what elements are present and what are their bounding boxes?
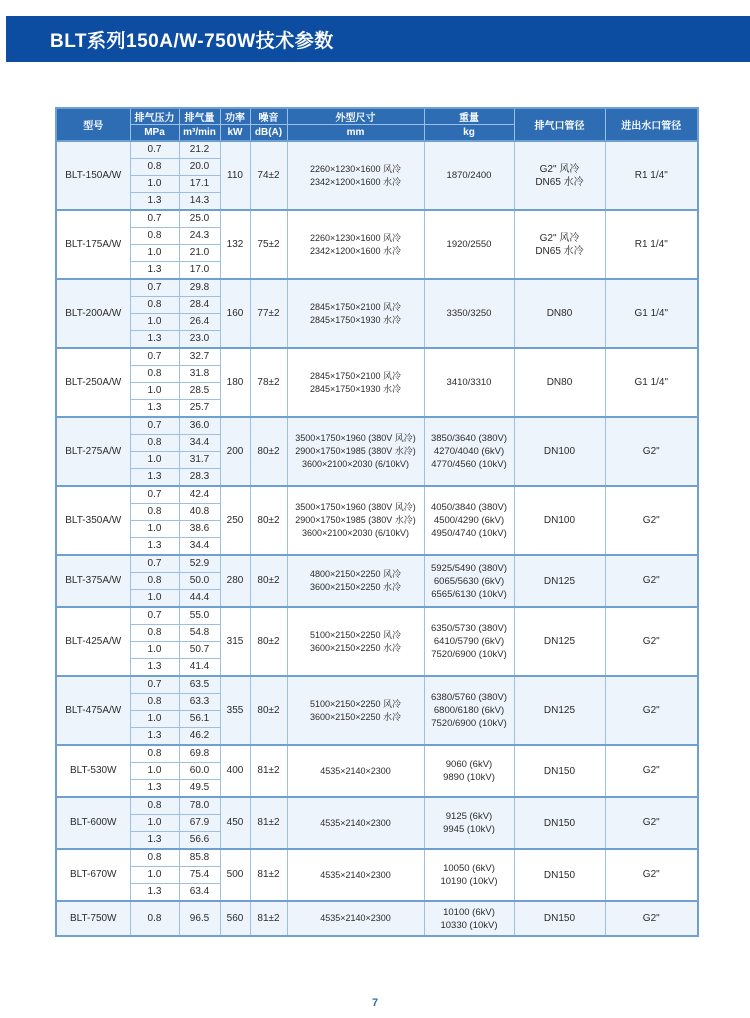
pressure-cell: 1.3 (130, 728, 179, 746)
spec-group-row (56, 676, 698, 694)
weight-cell-line: 10050 (6kV) (443, 863, 495, 874)
pressure-cell: 1.3 (130, 469, 179, 487)
displacement-cell: 67.9 (179, 815, 220, 832)
weight-cell-line: 4950/4740 (10kV) (431, 528, 507, 539)
dimensions-cell-line: 2845×1750×1930 水冷 (309, 314, 402, 325)
pressure-cell: 1.0 (130, 314, 179, 331)
weight-cell (424, 210, 514, 279)
spec-group-row (56, 607, 698, 625)
dimensions-cell-line: 3600×2150×2250 水冷 (309, 711, 402, 722)
spec-group-row (56, 210, 698, 228)
pressure-cell: 1.3 (130, 193, 179, 211)
model-cell: BLT-275A/W (56, 417, 130, 486)
water-port-cell: G2" (605, 555, 698, 607)
dimensions-cell (287, 797, 424, 849)
power-cell: 450 (220, 797, 250, 849)
spec-group-row (56, 279, 698, 297)
weight-cell (424, 555, 514, 607)
water-port-cell: G2" (605, 901, 698, 936)
exhaust-port-cell-line: G2" 风冷 (539, 232, 580, 244)
weight-cell-line: 6410/5790 (6kV) (433, 636, 505, 647)
power-cell: 110 (220, 141, 250, 210)
dimensions-cell (287, 141, 424, 210)
weight-cell (424, 849, 514, 901)
displacement-cell: 63.3 (179, 694, 220, 711)
dimensions-cell (287, 745, 424, 797)
pressure-cell: 0.7 (130, 141, 179, 159)
pressure-cell: 1.0 (130, 763, 179, 780)
model-cell: BLT-150A/W (56, 141, 130, 210)
model-cell: BLT-530W (56, 745, 130, 797)
col-unit-weight: kg (424, 125, 514, 142)
spec-group-row (56, 849, 698, 867)
dimensions-cell-line: 2342×1200×1600 水冷 (309, 176, 402, 187)
col-unit-power: kW (220, 125, 250, 142)
weight-cell-line: 6380/5760 (380V) (430, 692, 508, 703)
pressure-cell: 0.8 (130, 901, 179, 936)
displacement-cell: 56.6 (179, 832, 220, 850)
water-port-cell: R1 1/4" (605, 210, 698, 279)
spec-table-header (56, 108, 698, 141)
weight-cell-line: 1920/2550 (446, 239, 492, 250)
weight-cell-line: 5925/5490 (380V) (430, 562, 508, 574)
weight-cell (424, 279, 514, 348)
power-cell: 132 (220, 210, 250, 279)
noise-cell: 81±2 (250, 849, 287, 901)
weight-cell-line: 9060 (6kV) (445, 759, 493, 770)
spec-table-body (56, 141, 698, 936)
dimensions-cell-line: 4535×2140×2300 (320, 765, 391, 776)
water-port-cell: G2" (605, 849, 698, 901)
weight-cell-line: 9945 (10kV) (443, 824, 495, 835)
weight-cell-line: 7520/6900 (10kV) (431, 649, 507, 660)
displacement-cell: 55.0 (179, 607, 220, 625)
weight-cell-line: 7520/6900 (10kV) (431, 718, 507, 729)
displacement-cell: 29.8 (179, 279, 220, 297)
exhaust-port-cell-line: DN150 (543, 817, 576, 829)
spec-group-row (56, 486, 698, 504)
col-unit-displacement: m³/min (179, 125, 220, 142)
displacement-cell: 28.5 (179, 383, 220, 400)
exhaust-port-cell (514, 141, 605, 210)
col-header-displacement: 排气量 (179, 108, 220, 125)
pressure-cell: 0.8 (130, 797, 179, 815)
weight-cell (424, 745, 514, 797)
weight-cell-line: 6565/6130 (10kV) (431, 588, 507, 600)
noise-cell: 81±2 (250, 901, 287, 936)
pressure-cell: 0.7 (130, 417, 179, 435)
exhaust-port-cell (514, 555, 605, 607)
power-cell: 560 (220, 901, 250, 936)
displacement-cell: 32.7 (179, 348, 220, 366)
exhaust-port-cell-line: DN150 (543, 765, 576, 777)
exhaust-port-cell-line: DN125 (543, 575, 576, 587)
dimensions-cell-line: 3600×2150×2250 水冷 (309, 642, 402, 653)
dimensions-cell-line: 2342×1200×1600 水冷 (309, 245, 402, 256)
exhaust-port-cell-line: G2" 风冷 (539, 163, 580, 175)
pressure-cell: 0.7 (130, 486, 179, 504)
displacement-cell: 23.0 (179, 331, 220, 349)
displacement-cell: 28.3 (179, 469, 220, 487)
pressure-cell: 0.7 (130, 676, 179, 694)
pressure-cell: 0.7 (130, 210, 179, 228)
weight-cell (424, 607, 514, 676)
noise-cell: 74±2 (250, 141, 287, 210)
model-cell: BLT-250A/W (56, 348, 130, 417)
spec-group-row (56, 555, 698, 573)
exhaust-port-cell-line: DN80 (546, 377, 573, 388)
power-cell: 315 (220, 607, 250, 676)
pressure-cell: 0.7 (130, 607, 179, 625)
displacement-cell: 17.1 (179, 176, 220, 193)
pressure-cell: 1.0 (130, 521, 179, 538)
weight-cell-line: 9125 (6kV) (445, 811, 493, 822)
pressure-cell: 1.3 (130, 659, 179, 677)
spec-table (55, 107, 699, 937)
displacement-cell: 63.5 (179, 676, 220, 694)
displacement-cell: 28.4 (179, 297, 220, 314)
model-cell: BLT-425A/W (56, 607, 130, 676)
col-header-pressure: 排气压力 (130, 108, 179, 125)
dimensions-cell-line: 4535×2140×2300 (320, 817, 391, 828)
pressure-cell: 1.3 (130, 400, 179, 418)
displacement-cell: 56.1 (179, 711, 220, 728)
exhaust-port-cell-line: DN125 (543, 636, 576, 647)
col-header-model: 型号 (56, 108, 130, 141)
noise-cell: 80±2 (250, 676, 287, 745)
pressure-cell: 1.0 (130, 245, 179, 262)
dimensions-cell-line: 2845×1750×1930 水冷 (309, 383, 402, 394)
water-port-cell: G2" (605, 486, 698, 555)
weight-cell-line: 3350/3250 (446, 308, 492, 319)
noise-cell: 80±2 (250, 417, 287, 486)
displacement-cell: 85.8 (179, 849, 220, 867)
dimensions-cell-line: 3600×2100×2030 (6/10kV) (301, 528, 410, 538)
model-cell: BLT-670W (56, 849, 130, 901)
displacement-cell: 69.8 (179, 745, 220, 763)
model-cell: BLT-600W (56, 797, 130, 849)
noise-cell: 80±2 (250, 486, 287, 555)
weight-cell-line: 4770/4560 (10kV) (431, 459, 507, 470)
spec-group-row (56, 745, 698, 763)
weight-cell (424, 797, 514, 849)
col-unit-noise: dB(A) (250, 125, 287, 142)
dimensions-cell-line: 3600×2150×2250 水冷 (309, 582, 402, 592)
displacement-cell: 21.2 (179, 141, 220, 159)
displacement-cell: 96.5 (179, 901, 220, 936)
weight-cell-line: 4500/4290 (6kV) (433, 515, 505, 526)
displacement-cell: 17.0 (179, 262, 220, 280)
displacement-cell: 40.8 (179, 504, 220, 521)
displacement-cell: 42.4 (179, 486, 220, 504)
displacement-cell: 75.4 (179, 867, 220, 884)
pressure-cell: 1.0 (130, 176, 179, 193)
weight-cell-line: 10100 (6kV) (443, 906, 495, 918)
spec-group-row (56, 348, 698, 366)
dimensions-cell (287, 417, 424, 486)
displacement-cell: 46.2 (179, 728, 220, 746)
displacement-cell: 38.6 (179, 521, 220, 538)
dimensions-cell (287, 849, 424, 901)
pressure-cell: 0.7 (130, 279, 179, 297)
pressure-cell: 1.0 (130, 711, 179, 728)
water-port-cell: G2" (605, 417, 698, 486)
model-cell: BLT-200A/W (56, 279, 130, 348)
pressure-cell: 1.3 (130, 262, 179, 280)
pressure-cell: 1.3 (130, 780, 179, 798)
exhaust-port-cell-line: DN100 (543, 515, 576, 526)
power-cell: 250 (220, 486, 250, 555)
power-cell: 500 (220, 849, 250, 901)
pressure-cell: 0.7 (130, 348, 179, 366)
col-unit-pressure: MPa (130, 125, 179, 142)
displacement-cell: 41.4 (179, 659, 220, 677)
dimensions-cell-line: 2900×1750×1985 (380V 水冷) (295, 446, 416, 456)
weight-cell-line: 6350/5730 (380V) (430, 623, 508, 634)
displacement-cell: 63.4 (179, 884, 220, 902)
pressure-cell: 0.8 (130, 159, 179, 176)
exhaust-port-cell (514, 348, 605, 417)
exhaust-port-cell-line: DN65 水冷 (535, 176, 584, 188)
dimensions-cell-line: 3600×2100×2030 (6/10kV) (301, 459, 410, 469)
weight-cell (424, 417, 514, 486)
weight-cell (424, 141, 514, 210)
pressure-cell: 0.8 (130, 745, 179, 763)
exhaust-port-cell-line: DN150 (543, 913, 576, 924)
displacement-cell: 14.3 (179, 193, 220, 211)
model-cell: BLT-750W (56, 901, 130, 936)
power-cell: 355 (220, 676, 250, 745)
noise-cell: 80±2 (250, 555, 287, 607)
water-port-cell: G1 1/4" (605, 348, 698, 417)
page-number: 7 (371, 997, 379, 1009)
weight-cell-line: 4270/4040 (6kV) (433, 446, 505, 457)
model-cell: BLT-175A/W (56, 210, 130, 279)
exhaust-port-cell (514, 210, 605, 279)
noise-cell: 80±2 (250, 607, 287, 676)
exhaust-port-cell (514, 849, 605, 901)
pressure-cell: 1.0 (130, 815, 179, 832)
col-header-power: 功率 (220, 108, 250, 125)
exhaust-port-cell-line: DN100 (543, 446, 576, 457)
dimensions-cell (287, 210, 424, 279)
displacement-cell: 21.0 (179, 245, 220, 262)
exhaust-port-cell (514, 901, 605, 936)
water-port-cell: G2" (605, 607, 698, 676)
dimensions-cell-line: 2260×1230×1600 风冷 (309, 163, 402, 174)
power-cell: 400 (220, 745, 250, 797)
dimensions-cell (287, 279, 424, 348)
dimensions-cell-line: 2260×1230×1600 风冷 (309, 232, 402, 243)
col-unit-dimensions: mm (287, 125, 424, 142)
pressure-cell: 0.8 (130, 573, 179, 590)
pressure-cell: 0.8 (130, 694, 179, 711)
dimensions-cell-line: 5100×2150×2250 风冷 (309, 698, 402, 709)
exhaust-port-cell (514, 417, 605, 486)
weight-cell-line: 4050/3840 (380V) (430, 502, 508, 513)
noise-cell: 77±2 (250, 279, 287, 348)
displacement-cell: 60.0 (179, 763, 220, 780)
dimensions-cell-line: 4535×2140×2300 (320, 913, 391, 923)
spec-group-row (56, 417, 698, 435)
weight-cell (424, 676, 514, 745)
exhaust-port-cell (514, 797, 605, 849)
displacement-cell: 34.4 (179, 538, 220, 556)
noise-cell: 78±2 (250, 348, 287, 417)
displacement-cell: 34.4 (179, 435, 220, 452)
water-port-cell: G1 1/4" (605, 279, 698, 348)
dimensions-cell-line: 2845×1750×2100 风冷 (309, 301, 402, 312)
weight-cell-line: 3410/3310 (446, 377, 492, 388)
weight-cell-line: 9890 (10kV) (443, 772, 495, 783)
header-row-1 (56, 108, 698, 125)
water-port-cell: R1 1/4" (605, 141, 698, 210)
dimensions-cell-line: 5100×2150×2250 风冷 (309, 629, 402, 640)
exhaust-port-cell-line: DN65 水冷 (535, 245, 584, 257)
water-port-cell: G2" (605, 745, 698, 797)
dimensions-cell-line: 4800×2150×2250 风冷 (309, 569, 402, 579)
exhaust-port-cell (514, 607, 605, 676)
dimensions-cell (287, 555, 424, 607)
dimensions-cell-line: 4535×2140×2300 (320, 869, 391, 880)
pressure-cell: 1.3 (130, 538, 179, 556)
noise-cell: 75±2 (250, 210, 287, 279)
displacement-cell: 36.0 (179, 417, 220, 435)
displacement-cell: 25.0 (179, 210, 220, 228)
page-title: BLT系列150A/W-750W技术参数 (50, 30, 334, 52)
col-header-noise: 噪音 (250, 108, 287, 125)
exhaust-port-cell-line: DN150 (543, 869, 576, 881)
pressure-cell: 0.8 (130, 366, 179, 383)
dimensions-cell (287, 486, 424, 555)
exhaust-port-cell (514, 676, 605, 745)
pressure-cell: 1.3 (130, 832, 179, 850)
exhaust-port-cell-line: DN80 (546, 308, 573, 319)
displacement-cell: 26.4 (179, 314, 220, 331)
displacement-cell: 31.8 (179, 366, 220, 383)
displacement-cell: 25.7 (179, 400, 220, 418)
displacement-cell: 50.0 (179, 573, 220, 590)
displacement-cell: 31.7 (179, 452, 220, 469)
exhaust-port-cell (514, 486, 605, 555)
pressure-cell: 1.3 (130, 331, 179, 349)
pressure-cell: 1.0 (130, 383, 179, 400)
displacement-cell: 20.0 (179, 159, 220, 176)
dimensions-cell-line: 3500×1750×1960 (380V 风冷) (295, 433, 416, 443)
displacement-cell: 24.3 (179, 228, 220, 245)
displacement-cell: 54.8 (179, 625, 220, 642)
col-header-weight: 重量 (424, 108, 514, 125)
displacement-cell: 44.4 (179, 590, 220, 608)
pressure-cell: 0.8 (130, 504, 179, 521)
dimensions-cell-line: 3500×1750×1960 (380V 风冷) (295, 502, 416, 512)
pressure-cell: 0.7 (130, 555, 179, 573)
exhaust-port-cell (514, 279, 605, 348)
noise-cell: 81±2 (250, 745, 287, 797)
pressure-cell: 0.8 (130, 849, 179, 867)
dimensions-cell (287, 901, 424, 936)
weight-cell-line: 1870/2400 (446, 170, 492, 181)
exhaust-port-cell-line: DN125 (543, 705, 576, 716)
weight-cell-line: 10330 (10kV) (440, 919, 498, 931)
pressure-cell: 0.8 (130, 297, 179, 314)
weight-cell (424, 901, 514, 936)
power-cell: 200 (220, 417, 250, 486)
power-cell: 180 (220, 348, 250, 417)
model-cell: BLT-375A/W (56, 555, 130, 607)
dimensions-cell-line: 2845×1750×2100 风冷 (309, 370, 402, 381)
water-port-cell: G2" (605, 797, 698, 849)
displacement-cell: 49.5 (179, 780, 220, 798)
weight-cell-line: 6065/5630 (6kV) (433, 575, 505, 587)
dimensions-cell (287, 676, 424, 745)
pressure-cell: 1.0 (130, 642, 179, 659)
displacement-cell: 52.9 (179, 555, 220, 573)
model-cell: BLT-350A/W (56, 486, 130, 555)
exhaust-port-cell (514, 745, 605, 797)
dimensions-cell (287, 348, 424, 417)
weight-cell-line: 3850/3640 (380V) (430, 433, 508, 444)
spec-group-row (56, 141, 698, 159)
power-cell: 160 (220, 279, 250, 348)
weight-cell (424, 348, 514, 417)
col-header-dimensions: 外型尺寸 (287, 108, 424, 125)
pressure-cell: 1.0 (130, 867, 179, 884)
page-header-bar (6, 16, 750, 62)
dimensions-cell (287, 607, 424, 676)
model-cell: BLT-475A/W (56, 676, 130, 745)
pressure-cell: 0.8 (130, 625, 179, 642)
col-header-water-port: 进出水口管径 (605, 108, 698, 141)
water-port-cell: G2" (605, 676, 698, 745)
pressure-cell: 1.0 (130, 590, 179, 608)
noise-cell: 81±2 (250, 797, 287, 849)
dimensions-cell-line: 2900×1750×1985 (380V 水冷) (295, 515, 416, 525)
spec-table-wrap (55, 107, 697, 937)
col-header-exhaust-port: 排气口管径 (514, 108, 605, 141)
spec-group-row (56, 797, 698, 815)
pressure-cell: 1.3 (130, 884, 179, 902)
pressure-cell: 1.0 (130, 452, 179, 469)
pressure-cell: 0.8 (130, 228, 179, 245)
power-cell: 280 (220, 555, 250, 607)
weight-cell-line: 6800/6180 (6kV) (433, 705, 505, 716)
spec-group-row (56, 901, 698, 936)
weight-cell (424, 486, 514, 555)
pressure-cell: 0.8 (130, 435, 179, 452)
displacement-cell: 78.0 (179, 797, 220, 815)
displacement-cell: 50.7 (179, 642, 220, 659)
weight-cell-line: 10190 (10kV) (440, 876, 498, 887)
